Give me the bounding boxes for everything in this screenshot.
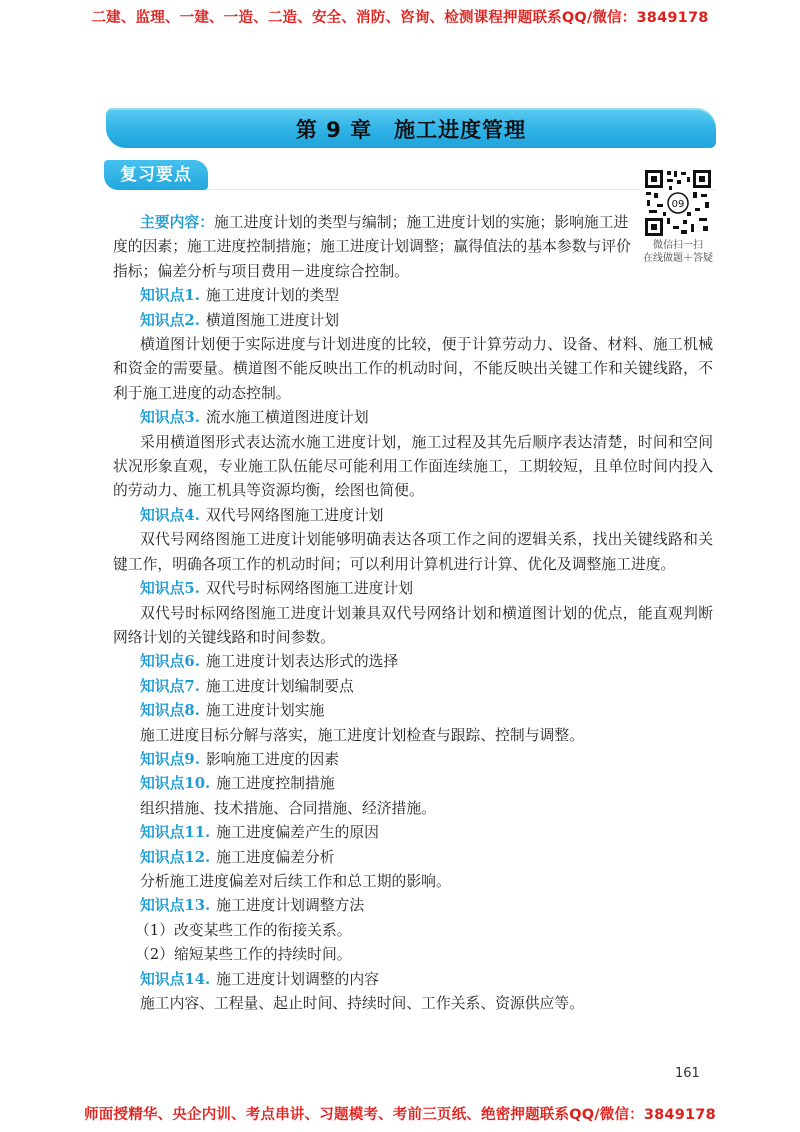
knowledge-point-title: 影响施工进度的因素 <box>205 750 340 768</box>
qr-caption-line2: 在线做题＋答疑 <box>643 253 713 264</box>
knowledge-point-number: 8. <box>184 702 200 720</box>
knowledge-point-number: 9. <box>184 750 200 768</box>
knowledge-point-number: 7. <box>184 677 200 695</box>
knowledge-point-title: 施工进度计划调整方法 <box>216 897 365 915</box>
knowledge-point-heading <box>113 748 633 772</box>
knowledge-point-title: 施工进度偏差产生的原因 <box>216 824 379 842</box>
knowledge-point-heading <box>113 309 633 333</box>
knowledge-point-label: 知识点 <box>140 653 185 671</box>
knowledge-point-list <box>113 284 713 1016</box>
knowledge-point-label: 知识点 <box>140 506 185 524</box>
review-points-heading: 复习要点 <box>104 160 208 190</box>
knowledge-point-label: 知识点 <box>140 897 185 915</box>
knowledge-point-heading <box>113 675 633 699</box>
knowledge-point-label: 知识点 <box>140 848 185 866</box>
knowledge-point-title: 施工进度控制措施 <box>216 775 335 793</box>
qr-badge: 09 <box>671 199 685 210</box>
knowledge-point-heading <box>113 846 633 870</box>
knowledge-point-title: 施工进度计划表达形式的选择 <box>205 653 399 671</box>
knowledge-point-heading <box>113 894 633 918</box>
knowledge-point-title: 施工进度计划编制要点 <box>205 677 354 695</box>
knowledge-point-number: 12. <box>184 848 211 866</box>
knowledge-point-body: 施工内容、工程量、起止时间、持续时间、工作关系、资源供应等。 <box>140 995 584 1012</box>
main-content-intro <box>113 211 633 284</box>
knowledge-point-body: 施工进度目标分解与落实，施工进度计划检查与跟踪、控制与调整。 <box>140 726 584 744</box>
chapter-name: 施工进度管理 <box>394 118 527 142</box>
knowledge-point-label: 知识点 <box>140 580 185 598</box>
knowledge-point-label: 知识点 <box>140 750 185 768</box>
knowledge-point-number: 13. <box>184 897 211 915</box>
knowledge-point-number: 11. <box>184 824 211 842</box>
knowledge-point-body: 组织措施、技术措施、合同措施、经济措施。 <box>140 799 436 817</box>
chapter-banner <box>106 108 716 148</box>
knowledge-point-subitem: （1）改变某些工作的衔接关系。 <box>135 921 352 939</box>
qr-caption <box>630 239 726 265</box>
chapter-number: 第 9 章 <box>295 118 373 142</box>
knowledge-point-title: 施工进度计划实施 <box>205 702 325 720</box>
knowledge-point-label: 知识点 <box>140 409 185 427</box>
knowledge-point-subitem: （2）缩短某些工作的持续时间。 <box>135 946 352 964</box>
knowledge-point-heading <box>113 577 633 601</box>
knowledge-point-heading <box>113 772 633 796</box>
knowledge-point-label: 知识点 <box>140 775 185 793</box>
knowledge-point-number: 2. <box>184 311 200 329</box>
knowledge-point-title: 双代号网络图施工进度计划 <box>205 506 384 524</box>
knowledge-point-number: 10. <box>184 775 211 793</box>
knowledge-point-label: 知识点 <box>140 702 185 720</box>
knowledge-point-title: 双代号时标网络图施工进度计划 <box>205 580 414 598</box>
knowledge-point-label: 知识点 <box>140 287 185 305</box>
knowledge-point-label: 知识点 <box>140 824 185 842</box>
knowledge-point-heading <box>113 650 633 674</box>
knowledge-point-heading <box>113 968 633 992</box>
knowledge-point-title: 施工进度计划调整的内容 <box>216 970 379 988</box>
knowledge-point-number: 6. <box>184 653 200 671</box>
qr-caption-line1: 微信扫一扫 <box>653 240 703 251</box>
intro-text: 施工进度计划的类型与编制；施工进度计划的实施；影响施工进度的因素；施工进度控制措施；施工进度计划调整；赢得值法的基本参数与评价指标；偏差分析与项目费用－进度综合控制。 <box>113 214 631 280</box>
knowledge-point-paragraph: 双代号网络图施工进度计划能够明确表达各项工作之间的逻辑关系，找出关键线路和关键工作，明确各项工作的机动时间；可以利用计算机进行计算、优化及调整施工进度。 <box>113 531 713 573</box>
knowledge-point-heading <box>113 406 633 430</box>
knowledge-point-paragraph: 采用横道图形式表达流水施工进度计划，施工过程及其先后顺序表达清楚，时间和空间状况形象直观，专业施工队伍能尽可能利用工作面连续施工，工期较短，且单位时间内投入的劳动力、施工机具等资源均衡，绘图也简便。 <box>113 433 713 500</box>
knowledge-point-paragraph: 双代号时标网络图施工进度计划兼具双代号网络计划和横道图计划的优点，能直观判断网络计划的关键线路和时间参数。 <box>113 604 713 646</box>
knowledge-point-number: 4. <box>184 506 200 524</box>
knowledge-point-number: 1. <box>184 287 200 305</box>
page-number: 161 <box>675 1066 700 1081</box>
knowledge-point-title: 流水施工横道图进度计划 <box>205 409 369 427</box>
knowledge-point-label: 知识点 <box>140 677 185 695</box>
knowledge-point-title: 施工进度计划的类型 <box>205 287 340 305</box>
heading-divider <box>208 189 716 190</box>
promo-banner-bottom: 师面授精华、央企内训、考点串讲、习题模考、考前三页纸、绝密押题联系QQ/微信：3849178 <box>84 1107 716 1123</box>
knowledge-point-heading <box>113 284 633 308</box>
intro-label: 主要内容： <box>140 214 214 231</box>
knowledge-point-title: 施工进度偏差分析 <box>216 848 335 866</box>
knowledge-point-number: 5. <box>184 580 200 598</box>
knowledge-point-heading <box>113 699 633 723</box>
knowledge-point-title: 横道图施工进度计划 <box>205 311 340 329</box>
knowledge-point-heading <box>113 504 633 528</box>
chapter-title <box>106 114 716 144</box>
knowledge-point-number: 3. <box>184 409 200 427</box>
qr-code-icon[interactable] <box>643 168 713 238</box>
knowledge-point-label: 知识点 <box>140 311 185 329</box>
knowledge-point-paragraph: 横道图计划便于实际进度与计划进度的比较，便于计算劳动力、设备、材料、施工机械和资金的需要量。横道图不能反映出工作的机动时间，不能反映出关键工作和关键线路，不利于施工进度的动态控制。 <box>113 336 713 402</box>
knowledge-point-number: 14. <box>184 970 211 988</box>
knowledge-point-body: 分析施工进度偏差对后续工作和总工期的影响。 <box>140 872 451 890</box>
knowledge-point-label: 知识点 <box>140 970 185 988</box>
knowledge-point-heading <box>113 821 633 845</box>
promo-banner-top: 二建、监理、一建、一造、二造、安全、消防、咨询、检测课程押题联系QQ/微信：3849178 <box>91 10 709 26</box>
